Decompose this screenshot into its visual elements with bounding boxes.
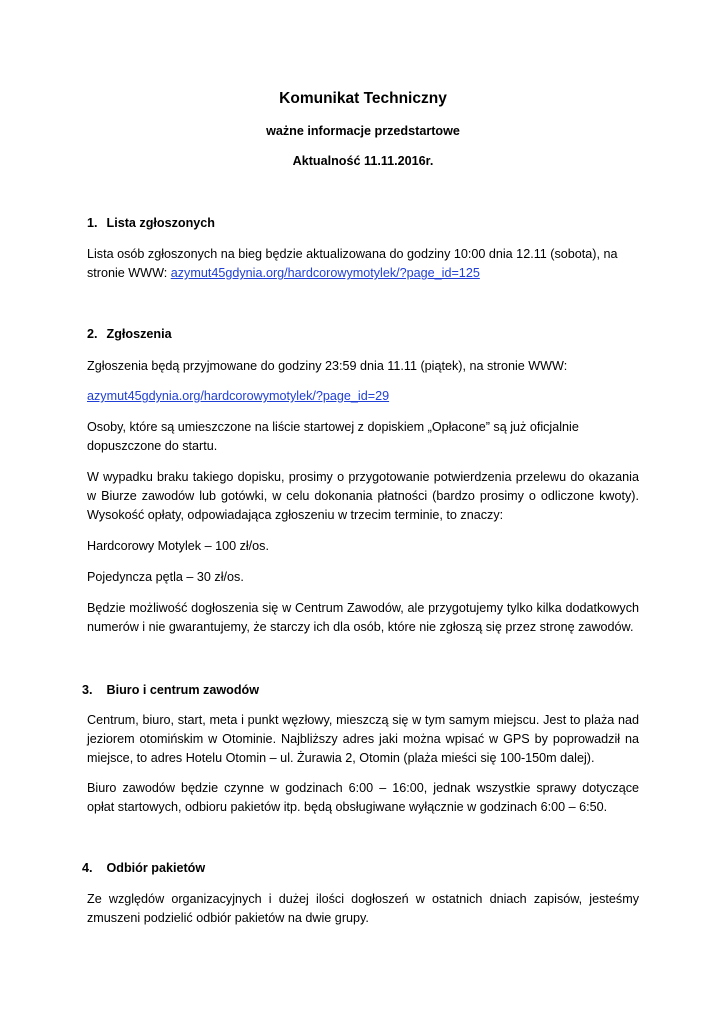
section-4-heading [82,859,634,878]
document-subtitle: ważne informacje przedstartowe [266,124,460,138]
section-3-paragraph-2: Biuro zawodów będzie czynne w godzinach 6:00 – 16:00, jednak wszystkie sprawy dotyczące opłat startowych, odbioru pakietów itp. będą obsługiwane wyłącznie w godzinach 6:00 – 6:50. [87,781,639,814]
section-4-title: Odbiór pakietów [106,861,206,875]
section-2-number: 2. [87,327,98,341]
section-1-text: Lista osób zgłoszonych na bieg będzie aktualizowana do godziny 10:00 dnia 12.11 (sobota), na stronie WWW: [87,247,618,280]
section-3-heading [82,681,634,700]
section-2-heading [87,325,639,344]
section-2-link-paragraph [87,387,639,406]
section-3-title: Biuro i centrum zawodów [106,683,260,697]
section-1-title: Lista zgłoszonych [106,216,215,230]
section-4-number: 4. [82,861,93,875]
section-3-paragraph-1: Centrum, biuro, start, meta i punkt węzłowy, mieszczą się w tym samym miejscu. Jest to plaża nad jeziorem otomińskim w Otominie. Najbliższy adres jaki można wpisać w GPS by poprowadził na miejsce, to adres Hotelu Otomin – ul. Żurawia 2, Otomin (plaża mieści się 100-150m dalej). [87,713,639,765]
section-2-paragraph-4: Będzie możliwość dogłoszenia się w Centrum Zawodów, ale przygotujemy tylko kilka dodatkowych numerów i nie gwarantujemy, że starczy ich dla osób, które nie zgłoszą się przez stronę zawodów. [87,601,639,634]
document-date: Aktualność 11.11.2016r. [292,154,434,168]
section-1-heading [87,214,639,233]
section-1-paragraph [87,245,639,283]
section-1-number: 1. [87,216,98,230]
document-title: Komunikat Techniczny [279,90,447,107]
section-4-paragraph-1: Ze względów organizacyjnych i dużej ilości dogłoszeń w ostatnich dniach zapisów, jesteśmy zmuszeni podzielić odbiór pakietów na dwie grupy. [87,892,639,925]
section-2-title: Zgłoszenia [106,327,172,341]
section-2-paragraph-2: Osoby, które są umieszczone na liście startowej z dopiskiem „Opłacone” są już oficjalnie dopuszczone do startu. [87,420,579,453]
section-2-price-2: Pojedyncza pętla – 30 zł/os. [87,570,244,584]
section-2-price-1: Hardcorowy Motylek – 100 zł/os. [87,539,269,553]
section-2-paragraph-1: Zgłoszenia będą przyjmowane do godziny 23:59 dnia 11.11 (piątek), na stronie WWW: [87,359,568,373]
section-2-paragraph-3: W wypadku braku takiego dopisku, prosimy o przygotowanie potwierdzenia przelewu do okazania w Biurze zawodów lub gotówki, w celu dokonania płatności (bardzo prosimy o odliczone kwoty). Wysokość opłaty, odpowiadająca zgłoszeniu w trzecim terminie, to znaczy: [87,470,639,522]
registration-link[interactable]: azymut45gdynia.org/hardcorowymotylek/?page_id=29 [87,389,390,403]
participants-list-link[interactable]: azymut45gdynia.org/hardcorowymotylek/?page_id=125 [170,266,480,280]
section-3-number: 3. [82,683,93,697]
